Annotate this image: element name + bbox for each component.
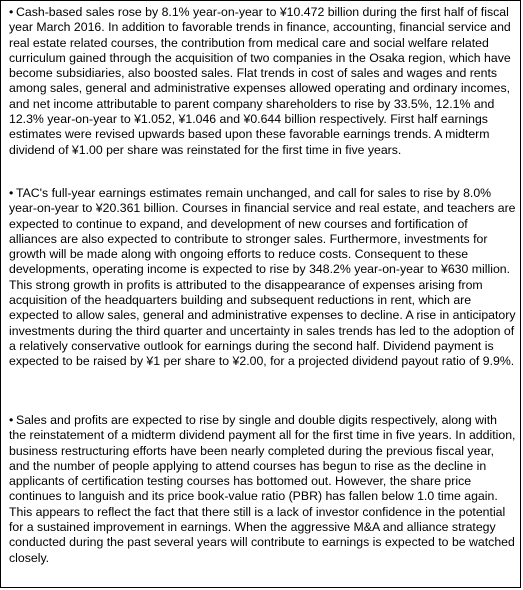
paragraph-first-half-results [9,5,517,158]
paragraph-full-year-estimates [9,186,517,370]
paragraph-text: TAC's full-year earnings estimates remain unchanged, and call for sales to rise by 8.0% year-on-year to ¥20.361 billion. Courses in financial service and real estate, and teachers are expected to continue to expand, and development of new courses and fortification of alliances are also expected to contribute to stronger sales. Furthermore, investments for growth will be made along with ongoing efforts to reduce costs. Consequent to these developments, operating income is expected to rise by 348.2% year-on-year to ¥630 million. This strong growth in profits is attributed to the disappearance of expenses arising from acquisition of the headquarters building and subsequent reductions in rent, which are expected to allow sales, general and administrative expenses to decline. A rise in anticipatory investments during the third quarter and uncertainty in sales trends has led to the adoption of a relatively conservative outlook for earnings during the second half. Dividend payment is expected to be raised by ¥1 per share to ¥2.00, for a projected dividend payout ratio of 9.9%. [9,186,516,369]
bullet-icon: • [9,186,14,200]
paragraph-text: Sales and profits are expected to rise by single and double digits respectively, along with the reinstatement of a midterm dividend payment all for the first time in five years. In addition, business restructuring efforts have been nearly completed during the previous fiscal year, and the number of people applying to attend courses has begun to rise as the decline in applicants of certification testing courses has bottomed out. However, the share price continues to languish and its price book-value ratio (PBR) has fallen below 1.0 time again. This appears to reflect the fact that there still is a lack of investor confidence in the potential for a sustained improvement in earnings. When the aggressive M&A and alliance strategy conducted during the past several years will contribute to earnings is expected to be watched closely. [9,413,516,565]
paragraph-text: Cash-based sales rose by 8.1% year-on-year to ¥10.472 billion during the first half of fiscal year March 2016. In addition to favorable trends in finance, accounting, financial service and real estate related courses, the contribution from medical care and social welfare related curriculum gained through the acquisition of two companies in the Osaka region, which have become subsidiaries, also boosted sales. Flat trends in cost of sales and wages and rents among sales, general and administrative expenses allowed operating and ordinary incomes, and net income attributable to parent company shareholders to rise by 33.5%, 12.1% and 12.3% year-on-year to ¥1.052, ¥1.046 and ¥0.644 billion respectively. First half earnings estimates were revised upwards based upon these favorable earnings trends. A midterm dividend of ¥1.00 per share was reinstated for the first time in five years. [9,5,511,157]
bullet-icon: • [9,413,14,427]
paragraph-outlook [9,413,517,566]
bullet-icon: • [9,5,14,19]
